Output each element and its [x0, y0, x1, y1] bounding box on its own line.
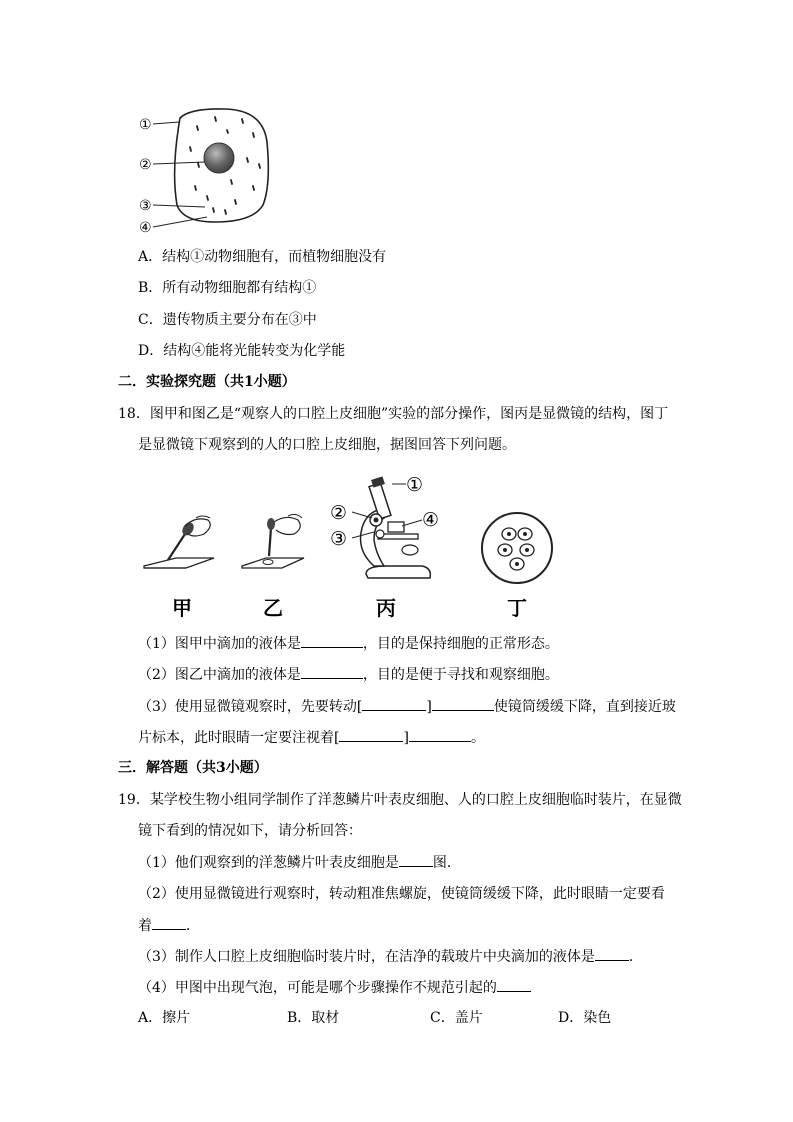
figure-label-yi: 乙 — [263, 596, 283, 620]
microscope-label-1: ① — [406, 474, 424, 496]
q18-sub3-pre: （3）使用显微镜观察时，先要转动[ — [138, 699, 363, 715]
q18-sub3-line2 — [138, 727, 485, 748]
answer-blank — [301, 664, 363, 679]
q19-stem-line2: 镜下看到的情况如下，请分析回答： — [138, 823, 362, 839]
nucleus — [204, 143, 234, 173]
q19-sub3-pre: （3）制作人口腔上皮细胞临时装片时，在洁净的载玻片中央滴加的液体是 — [138, 949, 595, 965]
q18-sub3-line2-pre: 片标本，此时眼睛一定要注视着[ — [138, 730, 340, 746]
q19-option-c: C．盖片 — [430, 1010, 483, 1026]
q18-sub3-line2-mid: ] — [403, 730, 409, 746]
q19-sub2-line2-post: ． — [186, 918, 200, 934]
q18-sub3-post: 使镜筒缓缓下降，直到接近玻 — [493, 699, 676, 715]
figure-bing-microscope — [326, 470, 450, 588]
q18-sub2-pre: （2）图乙中滴加的液体是 — [138, 667, 301, 683]
answer-blank — [409, 727, 471, 742]
q18-sub3 — [138, 696, 676, 717]
q19-sub3-post: ． — [628, 949, 643, 965]
answer-blank — [399, 852, 433, 867]
q19-sub1-pre: （1）他们观察到的洋葱鳞片叶表皮细胞是 — [138, 855, 399, 871]
q17-option-d: D．结构④能将光能转变为化学能 — [138, 343, 346, 359]
cell-label-4: ④ — [139, 220, 152, 236]
q18-sub3-mid: ] — [426, 699, 432, 715]
q19-sub2-line2 — [138, 915, 200, 936]
microscope-label-4: ④ — [422, 509, 440, 531]
answer-blank — [152, 915, 186, 930]
q19-sub3 — [138, 946, 643, 967]
answer-blank — [595, 946, 629, 961]
answer-blank — [497, 977, 531, 992]
figure-ding-cells-view — [479, 510, 555, 586]
q18-sub1 — [138, 633, 559, 654]
q17-option-b: B．所有动物细胞都有结构① — [138, 280, 317, 296]
q19-sub1 — [138, 852, 461, 873]
answer-blank — [339, 727, 403, 742]
q17-option-c: C．遗传物质主要分布在③中 — [138, 312, 317, 328]
cell-label-2: ② — [139, 157, 152, 173]
figure-yi-dropper-slide — [238, 512, 318, 576]
answer-blank — [362, 696, 426, 711]
cell-label-3: ③ — [139, 198, 152, 214]
figure-label-jia: 甲 — [172, 596, 192, 620]
q19-sub4-pre: （4）甲图中出现气泡，可能是哪个步骤操作不规范引起的 — [138, 980, 497, 996]
q19-option-d: D．染色 — [558, 1010, 612, 1026]
section2-title: 二．实验探究题（共1小题） — [118, 374, 296, 390]
microscope-label-3: ③ — [330, 528, 348, 550]
q19-sub2-line1: （2）使用显微镜进行观察时，转动粗准焦螺旋，使镜筒缓缓下降，此时眼睛一定要看 — [138, 886, 665, 902]
answer-blank — [301, 633, 363, 648]
cell-label-1: ① — [139, 117, 152, 133]
q18-sub3-line2-post: 。 — [470, 730, 485, 746]
q19-sub4 — [138, 977, 531, 998]
q18-stem-line1: 18．图甲和图乙是“观察人的口腔上皮细胞”实验的部分操作，图丙是显微镜的结构，图丁 — [118, 406, 669, 422]
q17-option-a: A．结构①动物细胞有，而植物细胞没有 — [138, 249, 387, 265]
section3-title: 三．解答题（共3小题） — [118, 760, 268, 776]
microscope-label-2: ② — [330, 502, 348, 524]
q19-sub2-line2-pre: 着 — [138, 918, 152, 934]
q18-stem-line2: 是显微镜下观察到的人的口腔上皮细胞，据图回答下列问题。 — [138, 437, 516, 453]
q19-sub1-post: 图． — [432, 855, 461, 871]
q19-stem-line1: 19．某学校生物小组同学制作了洋葱鳞片叶表皮细胞、人的口腔上皮细胞临时装片，在显微 — [118, 792, 682, 808]
figure-label-bing: 丙 — [376, 596, 396, 620]
q18-sub1-post: ，目的是保持细胞的正常形态。 — [362, 636, 559, 652]
animal-cell-diagram — [135, 100, 285, 240]
q19-option-a: A．擦片 — [138, 1010, 191, 1026]
q18-sub2-post: ，目的是便于寻找和观察细胞。 — [362, 667, 559, 683]
q19-option-b: B．取材 — [287, 1010, 340, 1026]
figure-jia-dropper-slide — [140, 512, 220, 576]
q18-sub2 — [138, 664, 559, 685]
q18-sub1-pre: （1）图甲中滴加的液体是 — [138, 636, 301, 652]
figure-label-ding: 丁 — [507, 596, 527, 620]
answer-blank — [432, 696, 494, 711]
